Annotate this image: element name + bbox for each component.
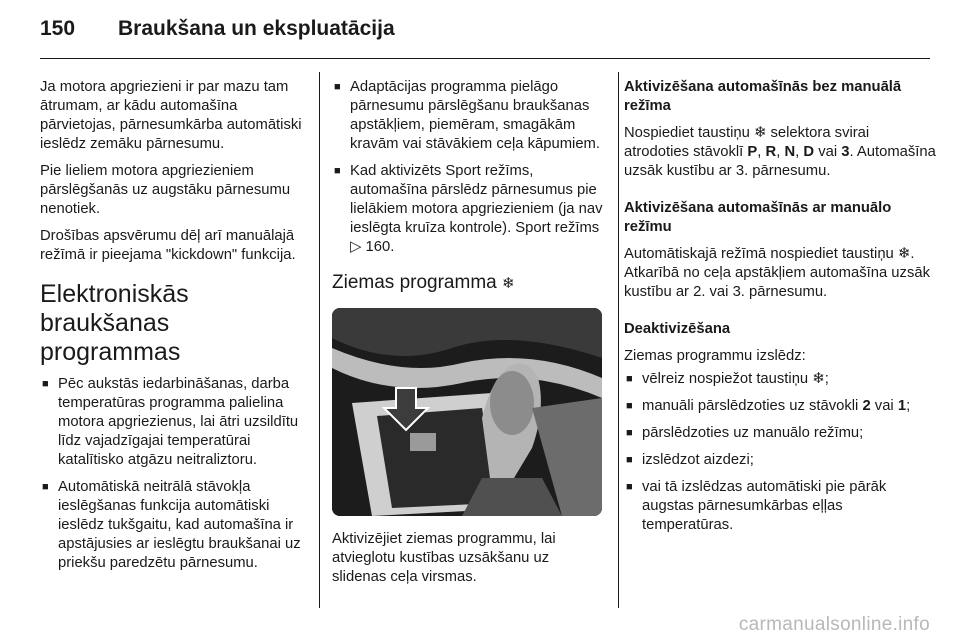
gear-position-2: 2 bbox=[862, 398, 871, 414]
column-middle bbox=[332, 78, 604, 595]
bullet-item: ■ Pēc aukstās iedarbināšanas, darba temperatūras programma palielina motora apgriezienus, lai ātri uzsildītu līdz vajadzīgajai temperatūrai katalītisko atgāzu neitraliztoru. bbox=[40, 375, 312, 470]
paragraph: Automātiskajā režīmā nospiediet taustiņu ❄. Atkarībā no ceļa apstākļiem automašīna uzsāk kustību ar 2. vai 3. pārnesumu. bbox=[624, 246, 930, 300]
bullet-list bbox=[624, 370, 936, 535]
subsection-heading: Aktivizēšana automašīnās bez manuālā režīma bbox=[624, 79, 902, 114]
bullet-item: ■ Automātiskā neitrālā stāvokļa ieslēgšanas funkcija automātiski ieslēdz tukšgaitu, kad automašīna ir apstājusies ar ieslēgtu braukšanai uz priekšu paredzētu pārnesumu. bbox=[40, 478, 312, 573]
paragraph: Drošības apsvērumu dēļ arī manuālajā režīmā ir pieejama "kickdown" funkcija. bbox=[40, 228, 296, 263]
paragraph: Ja motora apgriezieni ir par mazu tam ātrumam, ar kādu automašīna pārvietojas, pārnesumkārba automātiski ieslēdz zemāku pārnesumu. bbox=[40, 79, 302, 152]
subsection-heading: Deaktivizēšana bbox=[624, 321, 731, 337]
header-rule bbox=[40, 58, 930, 59]
paragraph: Nospiediet taustiņu ❄ selektora svirai atrodoties stāvoklī P, R, N, D vai 3. Automašīna uzsāk kustību ar 3. pārnesumu. bbox=[624, 125, 936, 179]
gear-position-N: N bbox=[784, 144, 796, 160]
page-header-title: Braukšana un ekspluatācija bbox=[118, 17, 395, 40]
gear-position-P: P bbox=[747, 144, 758, 160]
bullet-item: ■ Adaptācijas programma pielāgo pārnesumu pārslēgšanu braukšanas apstākļiem, piemēram, smagākām kravām vai stāvākiem ceļa kāpumiem. bbox=[332, 78, 604, 154]
column-divider bbox=[618, 72, 619, 608]
page-reference-icon: ▷ bbox=[350, 239, 362, 255]
bullet-list bbox=[40, 375, 312, 573]
paragraph: Ziemas programmu izslēdz: bbox=[624, 348, 806, 364]
photo-caption: Aktivizējiet ziemas programmu, lai atvieglotu kustības uzsākšanu uz slidenas ceļa virsmas. bbox=[332, 531, 556, 585]
watermark: carmanualsonline.info bbox=[738, 614, 930, 635]
snowflake-icon: ❄ bbox=[812, 371, 825, 387]
bullet-text: Kad aktivizēts Sport režīms, automašīna pārslēdz pārnesumus pie lielākiem motora apgriezieniem (ja nav ieslēgta kruīza kontrole). Sport režīms bbox=[350, 163, 603, 236]
gear-selector-photo bbox=[332, 308, 602, 516]
column-left bbox=[40, 78, 312, 581]
snowflake-icon: ❄ bbox=[502, 275, 515, 292]
bullet-item bbox=[332, 162, 604, 257]
snowflake-icon: ❄ bbox=[897, 246, 911, 262]
subsection-heading: Aktivizēšana automašīnās ar manuālo režīmu bbox=[624, 200, 892, 235]
page-reference: 160. bbox=[365, 239, 395, 255]
winter-program-heading: Ziemas programma ❄ bbox=[332, 272, 515, 293]
gear-position-R: R bbox=[765, 144, 777, 160]
gear-position-3: 3 bbox=[841, 144, 850, 160]
column-right bbox=[624, 78, 936, 543]
paragraph: Pie lieliem motora apgriezieniem pārslēgšanās uz augstāku pārnesumu nenotiek. bbox=[40, 163, 291, 217]
column-divider bbox=[319, 72, 320, 608]
bullet-list bbox=[332, 78, 604, 257]
snowflake-icon: ❄ bbox=[753, 125, 767, 141]
bullet-item: ■ pārslēdzoties uz manuālo režīmu; bbox=[624, 424, 936, 443]
gear-position-1: 1 bbox=[897, 398, 907, 414]
bullet-item: ■ manuāli pārslēdzoties uz stāvokli 2 vai 1; bbox=[624, 397, 936, 416]
section-heading: Elektroniskās braukšanas programmas bbox=[40, 280, 189, 366]
bullet-item: ■ vai tā izslēdzas automātiski pie pārāk augstas pārnesumkārbas eļļas temperatūras. bbox=[624, 478, 936, 535]
page-number: 150 bbox=[40, 17, 76, 40]
bullet-item: ■ vēlreiz nospiežot taustiņu ❄; bbox=[624, 370, 936, 389]
gear-position-D: D bbox=[803, 144, 815, 160]
bullet-item: ■ izslēdzot aizdezi; bbox=[624, 451, 936, 470]
